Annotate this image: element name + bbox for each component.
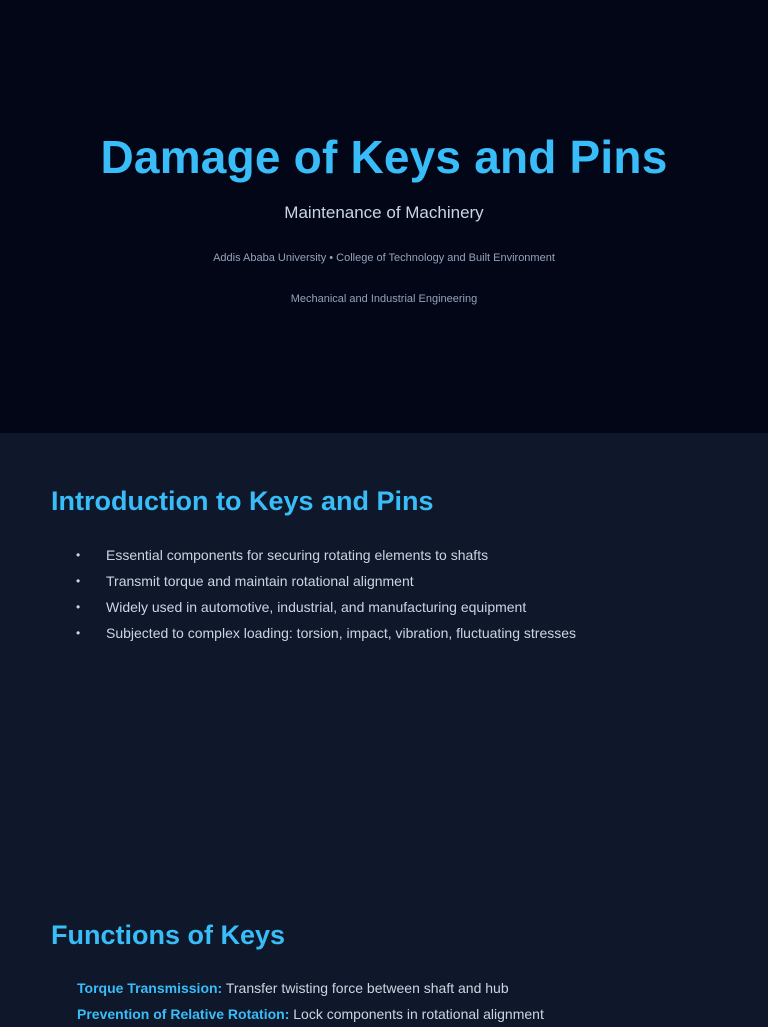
bullet-icon: •	[76, 600, 81, 614]
intro-slide	[0, 433, 768, 866]
list-item	[76, 568, 576, 594]
bullet-text: Essential components for securing rotating elements to shafts	[106, 547, 489, 563]
intro-heading: Introduction to Keys and Pins	[51, 486, 434, 516]
bullet-text: Subjected to complex loading: torsion, impact, vibration, fluctuating stresses	[106, 625, 577, 641]
function-term: Prevention of Relative Rotation:	[77, 1006, 290, 1022]
bullet-icon: •	[76, 548, 81, 562]
bullet-icon: •	[76, 626, 81, 640]
intro-bullet-list	[76, 542, 576, 646]
functions-list	[77, 975, 544, 1027]
list-item	[76, 542, 576, 568]
department-line: Mechanical and Industrial Engineering	[290, 293, 478, 305]
functions-slide	[0, 866, 768, 1024]
presentation-subtitle: Maintenance of Machinery	[284, 203, 484, 222]
title-slide	[0, 0, 768, 433]
function-description: Lock components in rotational alignment	[289, 1006, 544, 1022]
functions-heading: Functions of Keys	[51, 920, 286, 950]
list-item	[76, 620, 576, 646]
list-item	[77, 975, 544, 1001]
bullet-text: Widely used in automotive, industrial, and manufacturing equipment	[106, 599, 527, 615]
bullet-text: Transmit torque and maintain rotational alignment	[106, 573, 414, 589]
presentation-title: Damage of Keys and Pins	[100, 131, 668, 183]
institution-line: Addis Ababa University • College of Technology and Built Environment	[213, 252, 555, 264]
bullet-icon: •	[76, 574, 81, 588]
list-item	[77, 1001, 544, 1027]
function-description: Transfer twisting force between shaft and hub	[222, 980, 509, 996]
list-item	[76, 594, 576, 620]
function-term: Torque Transmission:	[77, 980, 223, 996]
